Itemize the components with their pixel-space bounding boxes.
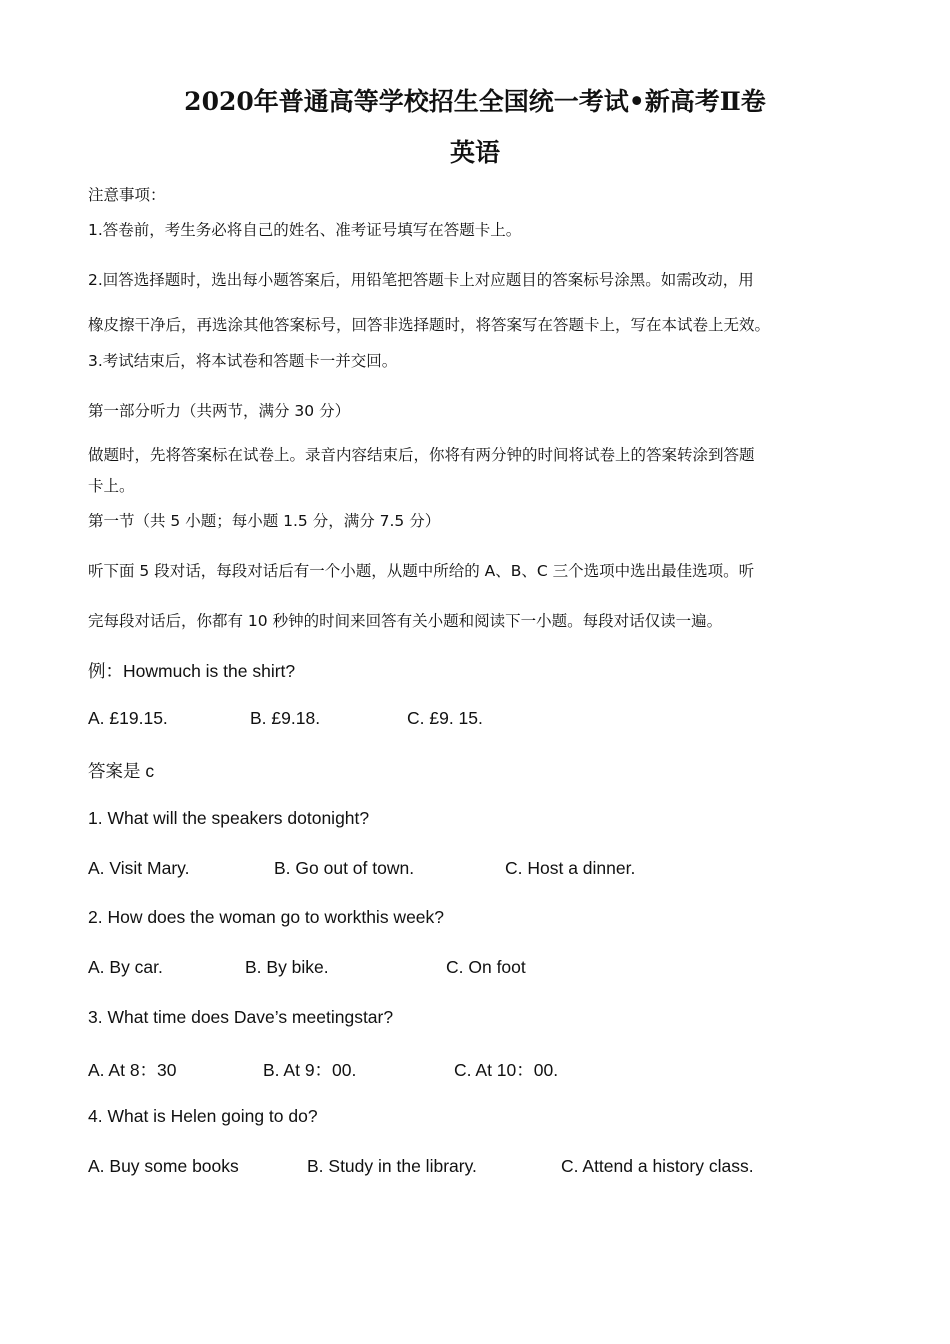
question-4-option-c: C. Attend a history class. bbox=[561, 1156, 754, 1176]
example-question: 例：Howmuch is the shirt? bbox=[88, 661, 296, 681]
section1-instruction-line-2: 完每段对话后，你都有 10 秒钟的时间来回答有关小题和阅读下一小题。每段对话仅读一遍。 bbox=[88, 612, 723, 630]
question-2-option-c: C. On foot bbox=[446, 957, 526, 977]
exam-title: 2020年普通高等学校招生全国统一考试•新高考Ⅱ卷 bbox=[184, 87, 766, 116]
question-2: 2. How does the woman go to workthis week? bbox=[88, 907, 445, 927]
part1-intro-line-1: 做题时，先将答案标在试卷上。录音内容结束后，你将有两分钟的时间将试卷上的答案转涂到答题 bbox=[88, 446, 755, 464]
question-2-option-a: A. By car. bbox=[88, 957, 163, 977]
subject-title: 英语 bbox=[449, 138, 500, 167]
question-4-option-a: A. Buy some books bbox=[88, 1156, 239, 1176]
question-2-option-b: B. By bike. bbox=[245, 957, 329, 977]
question-3-option-c: C. At 10：00. bbox=[454, 1060, 559, 1080]
example-option-c: C. £9. 15. bbox=[407, 708, 483, 728]
section1-heading: 第一节（共 5 小题；每小题 1.5 分，满分 7.5 分） bbox=[88, 512, 441, 530]
notice-item-3: 3.考试结束后，将本试卷和答题卡一并交回。 bbox=[88, 352, 398, 370]
question-4-option-b: B. Study in the library. bbox=[307, 1156, 477, 1176]
notice-item-2-line-2: 橡皮擦干净后，再选涂其他答案标号，回答非选择题时，将答案写在答题卡上，写在本试卷上无效。 bbox=[88, 316, 771, 334]
notice-item-2-line-1: 2.回答选择题时，选出每小题答案后，用铅笔把答题卡上对应题目的答案标号涂黑。如需改动，用 bbox=[88, 271, 754, 289]
example-option-b: B. £9.18. bbox=[250, 708, 321, 728]
question-1: 1. What will the speakers dotonight? bbox=[88, 808, 370, 828]
notice-heading: 注意事项： bbox=[88, 186, 166, 204]
section1-instruction-line-1: 听下面 5 段对话，每段对话后有一个小题，从题中所给的 A、B、C 三个选项中选出最佳选项。听 bbox=[88, 562, 755, 580]
question-1-option-c: C. Host a dinner. bbox=[505, 858, 636, 878]
example-option-a: A. £19.15. bbox=[88, 708, 168, 728]
question-3: 3. What time does Dave’s meetingstar? bbox=[88, 1007, 394, 1027]
part1-intro-line-2: 卡上。 bbox=[88, 477, 135, 495]
part1-heading: 第一部分听力（共两节，满分 30 分） bbox=[88, 402, 351, 420]
notice-item-1: 1.答卷前，考生务必将自己的姓名、准考证号填写在答题卡上。 bbox=[88, 221, 522, 239]
question-1-option-a: A. Visit Mary. bbox=[88, 858, 190, 878]
question-3-option-a: A. At 8：30 bbox=[88, 1060, 177, 1080]
question-3-option-b: B. At 9：00. bbox=[263, 1060, 357, 1080]
question-4: 4. What is Helen going to do? bbox=[88, 1106, 318, 1126]
question-1-option-b: B. Go out of town. bbox=[274, 858, 415, 878]
example-answer: 答案是 c bbox=[88, 761, 155, 781]
